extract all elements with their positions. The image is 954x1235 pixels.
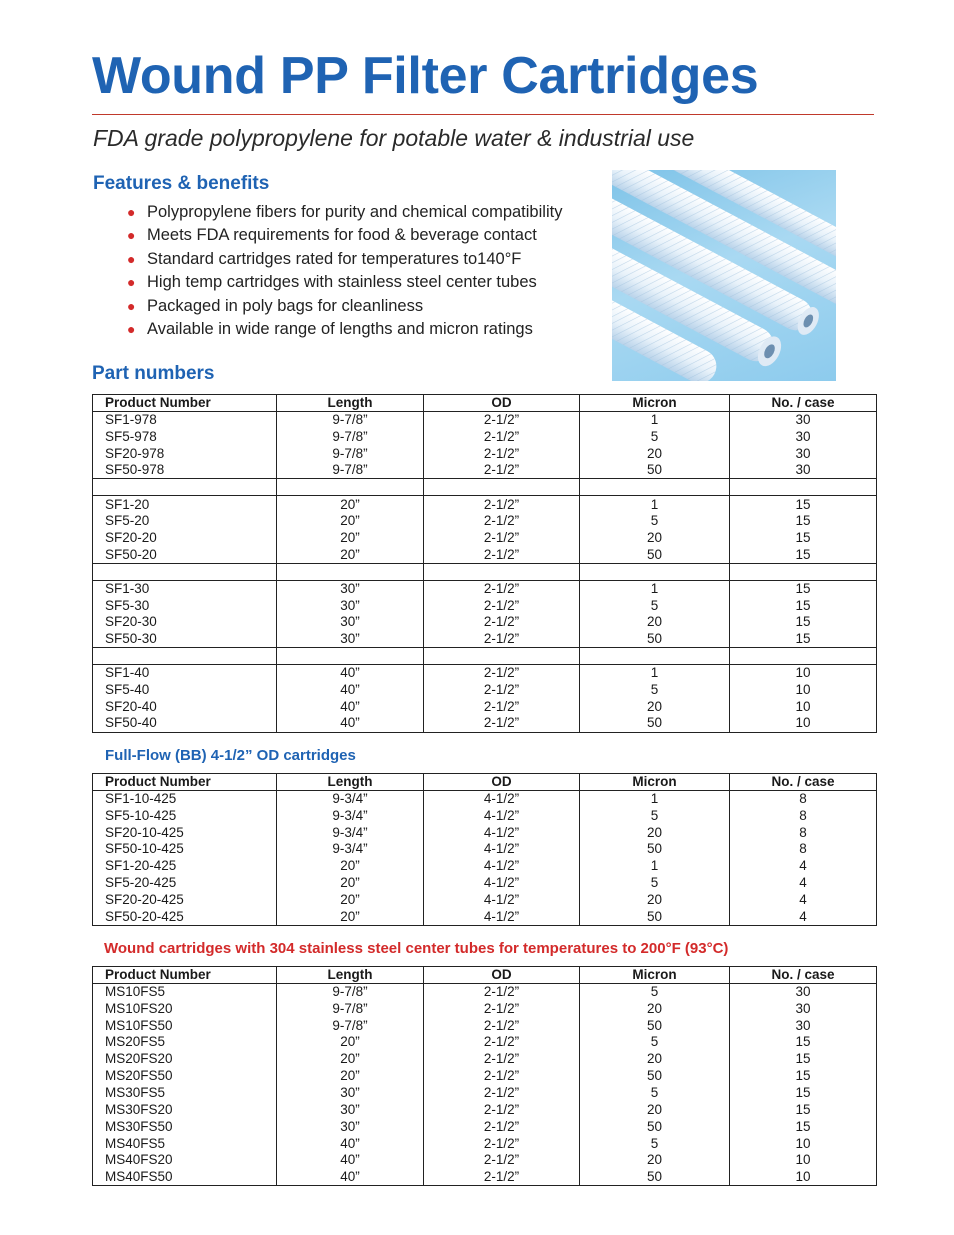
table-row xyxy=(93,1152,877,1169)
per-case-cell: 15 xyxy=(730,1118,877,1135)
per-case-cell: 30 xyxy=(730,445,877,462)
table-row xyxy=(93,412,877,429)
product-number-cell: SF5-40 xyxy=(93,681,277,698)
product-number-cell: SF20-10-425 xyxy=(93,824,277,841)
product-number-cell: SF1-20 xyxy=(93,496,277,513)
table-row xyxy=(93,665,877,682)
table-row xyxy=(93,1135,877,1152)
feature-item: ● Polypropylene fibers for purity and chemical compatibility xyxy=(127,201,562,224)
length-cell: 9-3/4” xyxy=(277,791,424,808)
product-number-cell: SF50-40 xyxy=(93,715,277,732)
length-cell: 30” xyxy=(277,1085,424,1102)
bullet-icon: ● xyxy=(127,274,136,291)
length-cell: 30” xyxy=(277,1118,424,1135)
per-case-cell: 15 xyxy=(730,1034,877,1051)
od-cell: 2-1/2” xyxy=(424,496,580,513)
od-cell: 4-1/2” xyxy=(424,875,580,892)
od-cell: 4-1/2” xyxy=(424,892,580,909)
length-cell: 40” xyxy=(277,715,424,732)
table-row xyxy=(93,614,877,631)
od-cell: 2-1/2” xyxy=(424,530,580,547)
per-case-cell: 15 xyxy=(730,580,877,597)
per-case-cell: 10 xyxy=(730,1135,877,1152)
length-cell: 9-7/8” xyxy=(277,462,424,479)
micron-cell: 20 xyxy=(580,1000,730,1017)
length-cell: 20” xyxy=(277,858,424,875)
table-row xyxy=(93,580,877,597)
per-case-cell: 10 xyxy=(730,665,877,682)
per-case-cell: 15 xyxy=(730,530,877,547)
product-number-cell: MS30FS5 xyxy=(93,1085,277,1102)
per-case-cell: 4 xyxy=(730,875,877,892)
table-row xyxy=(93,791,877,808)
table-row xyxy=(93,631,877,648)
table-header-row xyxy=(93,774,877,791)
product-number-cell: SF50-10-425 xyxy=(93,841,277,858)
length-cell: 30” xyxy=(277,614,424,631)
product-number-cell: SF50-30 xyxy=(93,631,277,648)
product-number-cell: SF1-10-425 xyxy=(93,791,277,808)
column-header-od: OD xyxy=(424,967,580,984)
per-case-cell: 15 xyxy=(730,614,877,631)
product-number-cell: MS40FS50 xyxy=(93,1169,277,1186)
product-number-cell: SF20-978 xyxy=(93,445,277,462)
column-header-length: Length xyxy=(277,774,424,791)
length-cell: 20” xyxy=(277,1034,424,1051)
micron-cell: 20 xyxy=(580,698,730,715)
micron-cell: 20 xyxy=(580,1101,730,1118)
page-title: Wound PP Filter Cartridges xyxy=(92,47,759,105)
bullet-icon: ● xyxy=(127,250,136,267)
micron-cell: 50 xyxy=(580,841,730,858)
product-number-cell: SF1-30 xyxy=(93,580,277,597)
length-cell: 9-7/8” xyxy=(277,1000,424,1017)
micron-cell: 5 xyxy=(580,875,730,892)
od-cell: 4-1/2” xyxy=(424,807,580,824)
feature-item: ● Meets FDA requirements for food & beverage contact xyxy=(127,224,562,247)
od-cell: 2-1/2” xyxy=(424,513,580,530)
micron-cell: 50 xyxy=(580,462,730,479)
micron-cell: 20 xyxy=(580,614,730,631)
length-cell: 20” xyxy=(277,546,424,563)
length-cell: 30” xyxy=(277,597,424,614)
column-header-per-case: No. / case xyxy=(730,774,877,791)
od-cell: 2-1/2” xyxy=(424,681,580,698)
od-cell: 2-1/2” xyxy=(424,1034,580,1051)
product-number-cell: MS40FS5 xyxy=(93,1135,277,1152)
product-number-cell: MS20FS20 xyxy=(93,1051,277,1068)
per-case-cell: 15 xyxy=(730,1085,877,1102)
micron-cell: 5 xyxy=(580,681,730,698)
column-header-product-number: Product Number xyxy=(93,774,277,791)
table-row xyxy=(93,462,877,479)
per-case-cell: 15 xyxy=(730,1068,877,1085)
product-number-cell: SF20-20-425 xyxy=(93,892,277,909)
length-cell: 30” xyxy=(277,631,424,648)
per-case-cell: 10 xyxy=(730,698,877,715)
table-row xyxy=(93,807,877,824)
per-case-cell: 4 xyxy=(730,908,877,925)
column-header-length: Length xyxy=(277,395,424,412)
product-number-cell: SF5-978 xyxy=(93,428,277,445)
micron-cell: 1 xyxy=(580,412,730,429)
product-number-cell: SF5-30 xyxy=(93,597,277,614)
part-numbers-table xyxy=(92,394,877,733)
length-cell: 20” xyxy=(277,496,424,513)
table-row xyxy=(93,1068,877,1085)
micron-cell: 20 xyxy=(580,1051,730,1068)
bullet-icon: ● xyxy=(127,297,136,314)
per-case-cell: 30 xyxy=(730,428,877,445)
bullet-icon: ● xyxy=(127,227,136,244)
feature-item: ● Packaged in poly bags for cleanliness xyxy=(127,295,562,318)
per-case-cell: 8 xyxy=(730,841,877,858)
length-cell: 9-7/8” xyxy=(277,445,424,462)
product-number-cell: SF1-20-425 xyxy=(93,858,277,875)
micron-cell: 50 xyxy=(580,908,730,925)
product-number-cell: SF50-978 xyxy=(93,462,277,479)
table-row xyxy=(93,1118,877,1135)
od-cell: 2-1/2” xyxy=(424,597,580,614)
product-number-cell: MS20FS5 xyxy=(93,1034,277,1051)
per-case-cell: 30 xyxy=(730,984,877,1001)
length-cell: 40” xyxy=(277,665,424,682)
length-cell: 20” xyxy=(277,513,424,530)
per-case-cell: 15 xyxy=(730,631,877,648)
length-cell: 40” xyxy=(277,698,424,715)
per-case-cell: 15 xyxy=(730,1051,877,1068)
features-list xyxy=(127,201,562,341)
micron-cell: 50 xyxy=(580,1169,730,1186)
product-number-cell: SF20-40 xyxy=(93,698,277,715)
length-cell: 9-7/8” xyxy=(277,428,424,445)
od-cell: 2-1/2” xyxy=(424,698,580,715)
column-header-od: OD xyxy=(424,774,580,791)
bullet-icon: ● xyxy=(127,321,136,338)
filter-cartridges-photo xyxy=(612,170,836,381)
od-cell: 4-1/2” xyxy=(424,841,580,858)
length-cell: 9-3/4” xyxy=(277,807,424,824)
micron-cell: 1 xyxy=(580,791,730,808)
od-cell: 2-1/2” xyxy=(424,631,580,648)
column-header-micron: Micron xyxy=(580,967,730,984)
micron-cell: 20 xyxy=(580,530,730,547)
od-cell: 2-1/2” xyxy=(424,984,580,1001)
per-case-cell: 30 xyxy=(730,412,877,429)
micron-cell: 50 xyxy=(580,631,730,648)
table-row xyxy=(93,858,877,875)
full-flow-heading: Full-Flow (BB) 4-1/2” OD cartridges xyxy=(105,747,356,764)
column-header-micron: Micron xyxy=(580,395,730,412)
od-cell: 2-1/2” xyxy=(424,445,580,462)
product-number-cell: MS30FS20 xyxy=(93,1101,277,1118)
product-number-cell: MS10FS20 xyxy=(93,1000,277,1017)
product-number-cell: MS10FS50 xyxy=(93,1017,277,1034)
micron-cell: 50 xyxy=(580,1017,730,1034)
length-cell: 20” xyxy=(277,1051,424,1068)
length-cell: 40” xyxy=(277,1169,424,1186)
length-cell: 30” xyxy=(277,1101,424,1118)
length-cell: 20” xyxy=(277,875,424,892)
table-row xyxy=(93,513,877,530)
per-case-cell: 15 xyxy=(730,496,877,513)
product-number-cell: MS40FS20 xyxy=(93,1152,277,1169)
table-row xyxy=(93,1101,877,1118)
table-header-row xyxy=(93,967,877,984)
length-cell: 9-3/4” xyxy=(277,824,424,841)
length-cell: 9-7/8” xyxy=(277,412,424,429)
table-row xyxy=(93,715,877,732)
od-cell: 2-1/2” xyxy=(424,1051,580,1068)
table-row xyxy=(93,546,877,563)
micron-cell: 5 xyxy=(580,807,730,824)
od-cell: 2-1/2” xyxy=(424,1169,580,1186)
product-number-cell: SF50-20 xyxy=(93,546,277,563)
feature-item: ● Standard cartridges rated for temperatures to140°F xyxy=(127,248,562,271)
per-case-cell: 15 xyxy=(730,513,877,530)
table-row xyxy=(93,698,877,715)
column-header-micron: Micron xyxy=(580,774,730,791)
micron-cell: 1 xyxy=(580,665,730,682)
part-numbers-heading: Part numbers xyxy=(92,363,215,384)
table-row xyxy=(93,1051,877,1068)
od-cell: 4-1/2” xyxy=(424,824,580,841)
length-cell: 20” xyxy=(277,530,424,547)
table-row xyxy=(93,1085,877,1102)
length-cell: 9-7/8” xyxy=(277,984,424,1001)
per-case-cell: 8 xyxy=(730,791,877,808)
table-row xyxy=(93,984,877,1001)
product-number-cell: SF5-20-425 xyxy=(93,875,277,892)
table-row xyxy=(93,597,877,614)
micron-cell: 20 xyxy=(580,824,730,841)
table-row xyxy=(93,875,877,892)
micron-cell: 5 xyxy=(580,513,730,530)
table-row xyxy=(93,892,877,909)
product-number-cell: SF5-10-425 xyxy=(93,807,277,824)
per-case-cell: 4 xyxy=(730,892,877,909)
od-cell: 2-1/2” xyxy=(424,665,580,682)
micron-cell: 50 xyxy=(580,1068,730,1085)
table-row xyxy=(93,824,877,841)
od-cell: 2-1/2” xyxy=(424,1068,580,1085)
micron-cell: 5 xyxy=(580,1135,730,1152)
feature-item: ● Available in wide range of lengths and micron ratings xyxy=(127,318,562,341)
table-row xyxy=(93,445,877,462)
od-cell: 2-1/2” xyxy=(424,1152,580,1169)
od-cell: 4-1/2” xyxy=(424,858,580,875)
per-case-cell: 8 xyxy=(730,807,877,824)
stainless-table xyxy=(92,966,877,1186)
title-divider xyxy=(92,114,874,115)
micron-cell: 5 xyxy=(580,984,730,1001)
full-flow-table xyxy=(92,773,877,926)
od-cell: 2-1/2” xyxy=(424,715,580,732)
product-number-cell: MS10FS5 xyxy=(93,984,277,1001)
od-cell: 2-1/2” xyxy=(424,1118,580,1135)
per-case-cell: 30 xyxy=(730,1017,877,1034)
column-header-product-number: Product Number xyxy=(93,967,277,984)
micron-cell: 20 xyxy=(580,1152,730,1169)
od-cell: 4-1/2” xyxy=(424,908,580,925)
product-number-cell: SF1-40 xyxy=(93,665,277,682)
micron-cell: 20 xyxy=(580,445,730,462)
micron-cell: 50 xyxy=(580,546,730,563)
micron-cell: 50 xyxy=(580,715,730,732)
table-row xyxy=(93,496,877,513)
table-row xyxy=(93,1169,877,1186)
od-cell: 2-1/2” xyxy=(424,462,580,479)
od-cell: 2-1/2” xyxy=(424,1017,580,1034)
table-spacer-row xyxy=(93,479,877,496)
per-case-cell: 15 xyxy=(730,597,877,614)
column-header-per-case: No. / case xyxy=(730,395,877,412)
product-number-cell: SF20-20 xyxy=(93,530,277,547)
features-heading: Features & benefits xyxy=(93,173,270,194)
micron-cell: 5 xyxy=(580,428,730,445)
product-number-cell: SF5-20 xyxy=(93,513,277,530)
micron-cell: 5 xyxy=(580,597,730,614)
table-row xyxy=(93,530,877,547)
per-case-cell: 10 xyxy=(730,715,877,732)
table-row xyxy=(93,681,877,698)
micron-cell: 5 xyxy=(580,1034,730,1051)
length-cell: 40” xyxy=(277,1152,424,1169)
length-cell: 20” xyxy=(277,908,424,925)
od-cell: 4-1/2” xyxy=(424,791,580,808)
per-case-cell: 10 xyxy=(730,1169,877,1186)
per-case-cell: 10 xyxy=(730,681,877,698)
column-header-length: Length xyxy=(277,967,424,984)
od-cell: 2-1/2” xyxy=(424,1085,580,1102)
micron-cell: 20 xyxy=(580,892,730,909)
product-number-cell: SF50-20-425 xyxy=(93,908,277,925)
table-spacer-row xyxy=(93,648,877,665)
micron-cell: 1 xyxy=(580,858,730,875)
per-case-cell: 15 xyxy=(730,546,877,563)
per-case-cell: 10 xyxy=(730,1152,877,1169)
column-header-product-number: Product Number xyxy=(93,395,277,412)
table-row xyxy=(93,428,877,445)
micron-cell: 50 xyxy=(580,1118,730,1135)
table-row xyxy=(93,841,877,858)
column-header-per-case: No. / case xyxy=(730,967,877,984)
length-cell: 20” xyxy=(277,892,424,909)
od-cell: 2-1/2” xyxy=(424,1135,580,1152)
feature-item: ● High temp cartridges with stainless steel center tubes xyxy=(127,271,562,294)
length-cell: 40” xyxy=(277,681,424,698)
table-row xyxy=(93,908,877,925)
product-number-cell: SF1-978 xyxy=(93,412,277,429)
od-cell: 2-1/2” xyxy=(424,1000,580,1017)
micron-cell: 5 xyxy=(580,1085,730,1102)
length-cell: 40” xyxy=(277,1135,424,1152)
od-cell: 2-1/2” xyxy=(424,546,580,563)
od-cell: 2-1/2” xyxy=(424,580,580,597)
length-cell: 9-3/4” xyxy=(277,841,424,858)
per-case-cell: 30 xyxy=(730,462,877,479)
length-cell: 30” xyxy=(277,580,424,597)
product-number-cell: SF20-30 xyxy=(93,614,277,631)
table-header-row xyxy=(93,395,877,412)
product-number-cell: MS20FS50 xyxy=(93,1068,277,1085)
per-case-cell: 15 xyxy=(730,1101,877,1118)
od-cell: 2-1/2” xyxy=(424,614,580,631)
table-spacer-row xyxy=(93,563,877,580)
per-case-cell: 30 xyxy=(730,1000,877,1017)
od-cell: 2-1/2” xyxy=(424,428,580,445)
length-cell: 20” xyxy=(277,1068,424,1085)
table-row xyxy=(93,1017,877,1034)
per-case-cell: 8 xyxy=(730,824,877,841)
micron-cell: 1 xyxy=(580,496,730,513)
stainless-heading: Wound cartridges with 304 stainless steel center tubes for temperatures to 200°F (93°C) xyxy=(104,940,729,957)
micron-cell: 1 xyxy=(580,580,730,597)
table-row xyxy=(93,1000,877,1017)
od-cell: 2-1/2” xyxy=(424,1101,580,1118)
table-row xyxy=(93,1034,877,1051)
column-header-od: OD xyxy=(424,395,580,412)
product-number-cell: MS30FS50 xyxy=(93,1118,277,1135)
length-cell: 9-7/8” xyxy=(277,1017,424,1034)
bullet-icon: ● xyxy=(127,204,136,220)
page-subtitle: FDA grade polypropylene for potable water & industrial use xyxy=(93,125,695,151)
per-case-cell: 4 xyxy=(730,858,877,875)
od-cell: 2-1/2” xyxy=(424,412,580,429)
